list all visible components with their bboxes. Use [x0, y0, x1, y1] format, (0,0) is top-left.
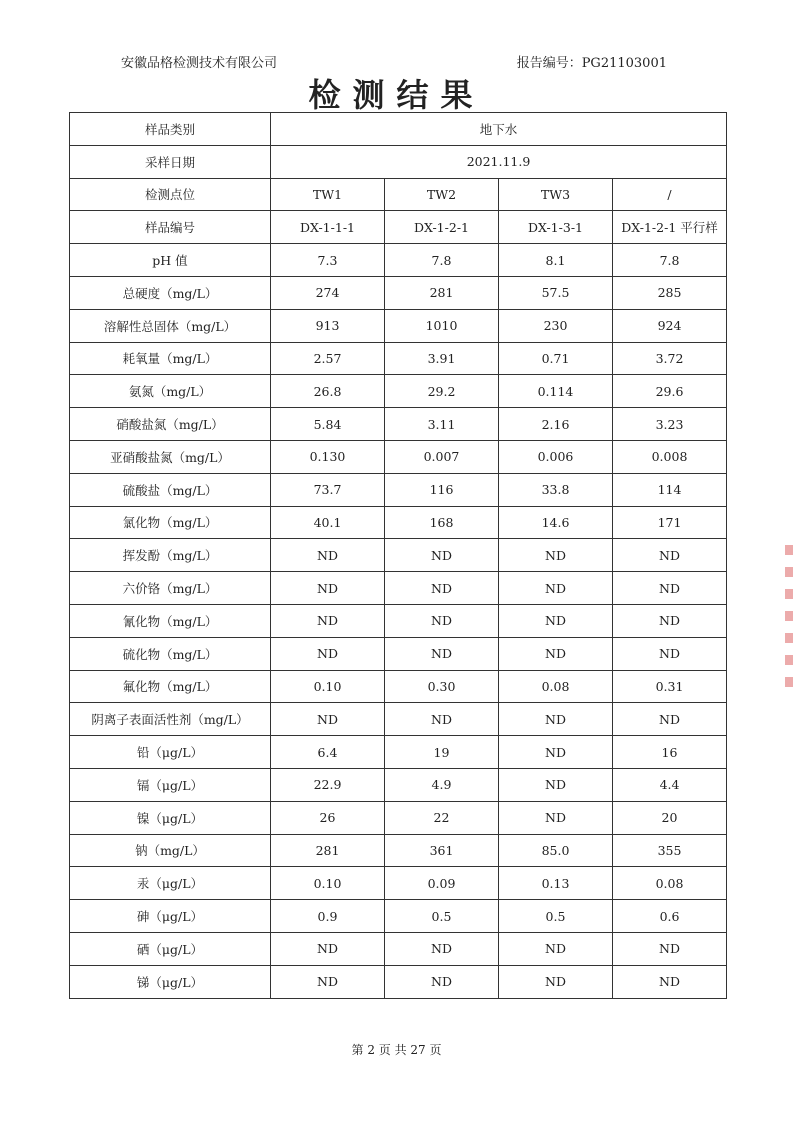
parameter-name: 耗氧量（mg/L）	[70, 342, 271, 375]
table-row	[70, 867, 727, 900]
result-value: 0.008	[613, 440, 727, 473]
result-value: 22	[385, 801, 499, 834]
result-value: 0.71	[499, 342, 613, 375]
result-value: 85.0	[499, 834, 613, 867]
result-value: ND	[271, 703, 385, 736]
result-value: ND	[385, 572, 499, 605]
result-value: 22.9	[271, 768, 385, 801]
table-row	[70, 244, 727, 277]
result-value: 5.84	[271, 408, 385, 441]
parameter-name: 锑（μg/L）	[70, 965, 271, 998]
result-value: ND	[385, 604, 499, 637]
page-number: 第 2 页 共 27 页	[351, 1043, 442, 1057]
result-value: 20	[613, 801, 727, 834]
result-value: 7.8	[385, 244, 499, 277]
report-number: 报告编号：PG21103001	[516, 56, 667, 71]
result-value: 0.10	[271, 670, 385, 703]
table-row	[70, 703, 727, 736]
result-value: 4.9	[385, 768, 499, 801]
parameter-name: 氰化物（mg/L）	[70, 604, 271, 637]
test-point: TW1	[271, 178, 385, 211]
result-value: 355	[613, 834, 727, 867]
result-value: ND	[499, 801, 613, 834]
parameter-name: 氯化物（mg/L）	[70, 506, 271, 539]
result-value: ND	[271, 965, 385, 998]
result-value: 73.7	[271, 473, 385, 506]
table-row	[70, 408, 727, 441]
test-point: TW2	[385, 178, 499, 211]
parameter-name: 砷（μg/L）	[70, 900, 271, 933]
result-value: ND	[385, 539, 499, 572]
result-value: ND	[499, 637, 613, 670]
table-row	[70, 276, 727, 309]
result-value: 3.11	[385, 408, 499, 441]
sample-type-row	[70, 113, 727, 146]
result-value: ND	[385, 637, 499, 670]
parameter-name: 氟化物（mg/L）	[70, 670, 271, 703]
result-value: ND	[385, 965, 499, 998]
result-value: 57.5	[499, 276, 613, 309]
parameter-name: 硒（μg/L）	[70, 932, 271, 965]
result-value: ND	[613, 965, 727, 998]
result-value: 3.91	[385, 342, 499, 375]
sampling-date-row	[70, 145, 727, 178]
parameter-name: 铅（μg/L）	[70, 736, 271, 769]
table-row	[70, 309, 727, 342]
result-value: 0.130	[271, 440, 385, 473]
sample-no: DX-1-2-1 平行样	[613, 211, 727, 244]
result-value: ND	[613, 637, 727, 670]
result-value: 3.72	[613, 342, 727, 375]
result-value: 281	[385, 276, 499, 309]
result-value: ND	[613, 539, 727, 572]
test-points-label: 检测点位	[70, 178, 271, 211]
result-value: 0.5	[499, 900, 613, 933]
test-points-row	[70, 178, 727, 211]
results-table	[69, 112, 727, 999]
test-point: /	[613, 178, 727, 211]
company-name: 安徽品格检测技术有限公司	[121, 56, 278, 71]
result-value: ND	[613, 932, 727, 965]
page-title: 检测结果	[308, 76, 485, 114]
table-row	[70, 768, 727, 801]
result-value: 3.23	[613, 408, 727, 441]
result-value: ND	[613, 572, 727, 605]
result-value: 19	[385, 736, 499, 769]
sampling-date-value: 2021.11.9	[271, 145, 727, 178]
result-value: ND	[271, 604, 385, 637]
parameter-name: 挥发酚（mg/L）	[70, 539, 271, 572]
result-value: 7.8	[613, 244, 727, 277]
result-value: 0.10	[271, 867, 385, 900]
table-row	[70, 834, 727, 867]
result-value: 0.114	[499, 375, 613, 408]
parameter-name: 六价铬（mg/L）	[70, 572, 271, 605]
table-row	[70, 965, 727, 998]
parameter-name: 硝酸盐氮（mg/L）	[70, 408, 271, 441]
result-value: 33.8	[499, 473, 613, 506]
result-value: ND	[613, 604, 727, 637]
parameter-name: 钠（mg/L）	[70, 834, 271, 867]
sample-no: DX-1-2-1	[385, 211, 499, 244]
table-row	[70, 604, 727, 637]
result-value: ND	[271, 637, 385, 670]
table-row	[70, 506, 727, 539]
result-value: 0.31	[613, 670, 727, 703]
result-value: ND	[385, 932, 499, 965]
result-value: 4.4	[613, 768, 727, 801]
result-value: 0.08	[499, 670, 613, 703]
result-value: 230	[499, 309, 613, 342]
result-value: 0.13	[499, 867, 613, 900]
result-value: 0.30	[385, 670, 499, 703]
parameter-name: 汞（μg/L）	[70, 867, 271, 900]
result-value: 274	[271, 276, 385, 309]
table-row	[70, 637, 727, 670]
table-row	[70, 932, 727, 965]
result-value: 0.09	[385, 867, 499, 900]
result-value: 924	[613, 309, 727, 342]
result-value: ND	[613, 703, 727, 736]
result-value: 168	[385, 506, 499, 539]
result-value: 26	[271, 801, 385, 834]
test-point: TW3	[499, 178, 613, 211]
result-value: ND	[499, 932, 613, 965]
parameter-name: 亚硝酸盐氮（mg/L）	[70, 440, 271, 473]
sample-no-label: 样品编号	[70, 211, 271, 244]
result-value: ND	[271, 572, 385, 605]
result-value: ND	[499, 572, 613, 605]
result-value: ND	[499, 539, 613, 572]
result-value: ND	[499, 703, 613, 736]
result-value: ND	[271, 932, 385, 965]
parameter-name: 镉（μg/L）	[70, 768, 271, 801]
parameter-name: 总硬度（mg/L）	[70, 276, 271, 309]
sample-type-label: 样品类别	[70, 113, 271, 146]
result-value: 29.6	[613, 375, 727, 408]
result-value: ND	[385, 703, 499, 736]
result-value: 0.08	[613, 867, 727, 900]
table-row	[70, 900, 727, 933]
parameter-name: 硫化物（mg/L）	[70, 637, 271, 670]
result-value: 361	[385, 834, 499, 867]
result-value: 0.5	[385, 900, 499, 933]
result-value: 913	[271, 309, 385, 342]
table-row	[70, 539, 727, 572]
parameter-name: 阴离子表面活性剂（mg/L）	[70, 703, 271, 736]
result-value: 16	[613, 736, 727, 769]
sample-no: DX-1-1-1	[271, 211, 385, 244]
sampling-date-label: 采样日期	[70, 145, 271, 178]
result-value: 2.16	[499, 408, 613, 441]
parameter-name: pH 值	[70, 244, 271, 277]
result-value: 40.1	[271, 506, 385, 539]
result-value: 7.3	[271, 244, 385, 277]
result-value: 171	[613, 506, 727, 539]
table-row	[70, 473, 727, 506]
result-value: 14.6	[499, 506, 613, 539]
result-value: ND	[499, 736, 613, 769]
result-value: 2.57	[271, 342, 385, 375]
result-value: 0.006	[499, 440, 613, 473]
result-value: 26.8	[271, 375, 385, 408]
result-value: 8.1	[499, 244, 613, 277]
result-value: 0.6	[613, 900, 727, 933]
table-row	[70, 670, 727, 703]
table-row	[70, 801, 727, 834]
result-value: 114	[613, 473, 727, 506]
result-value: 0.9	[271, 900, 385, 933]
result-value: 0.007	[385, 440, 499, 473]
table-row	[70, 440, 727, 473]
seal-stamp-edge	[785, 545, 793, 695]
sample-no: DX-1-3-1	[499, 211, 613, 244]
result-value: 29.2	[385, 375, 499, 408]
parameter-name: 镍（μg/L）	[70, 801, 271, 834]
parameter-name: 硫酸盐（mg/L）	[70, 473, 271, 506]
result-value: 6.4	[271, 736, 385, 769]
result-value: ND	[271, 539, 385, 572]
result-value: 281	[271, 834, 385, 867]
sample-type-value: 地下水	[271, 113, 727, 146]
table-row	[70, 375, 727, 408]
sample-no-row	[70, 211, 727, 244]
result-value: ND	[499, 768, 613, 801]
result-value: 285	[613, 276, 727, 309]
result-value: 116	[385, 473, 499, 506]
parameter-name: 溶解性总固体（mg/L）	[70, 309, 271, 342]
parameter-name: 氨氮（mg/L）	[70, 375, 271, 408]
result-value: ND	[499, 604, 613, 637]
table-row	[70, 572, 727, 605]
result-value: 1010	[385, 309, 499, 342]
result-value: ND	[499, 965, 613, 998]
table-row	[70, 342, 727, 375]
table-row	[70, 736, 727, 769]
